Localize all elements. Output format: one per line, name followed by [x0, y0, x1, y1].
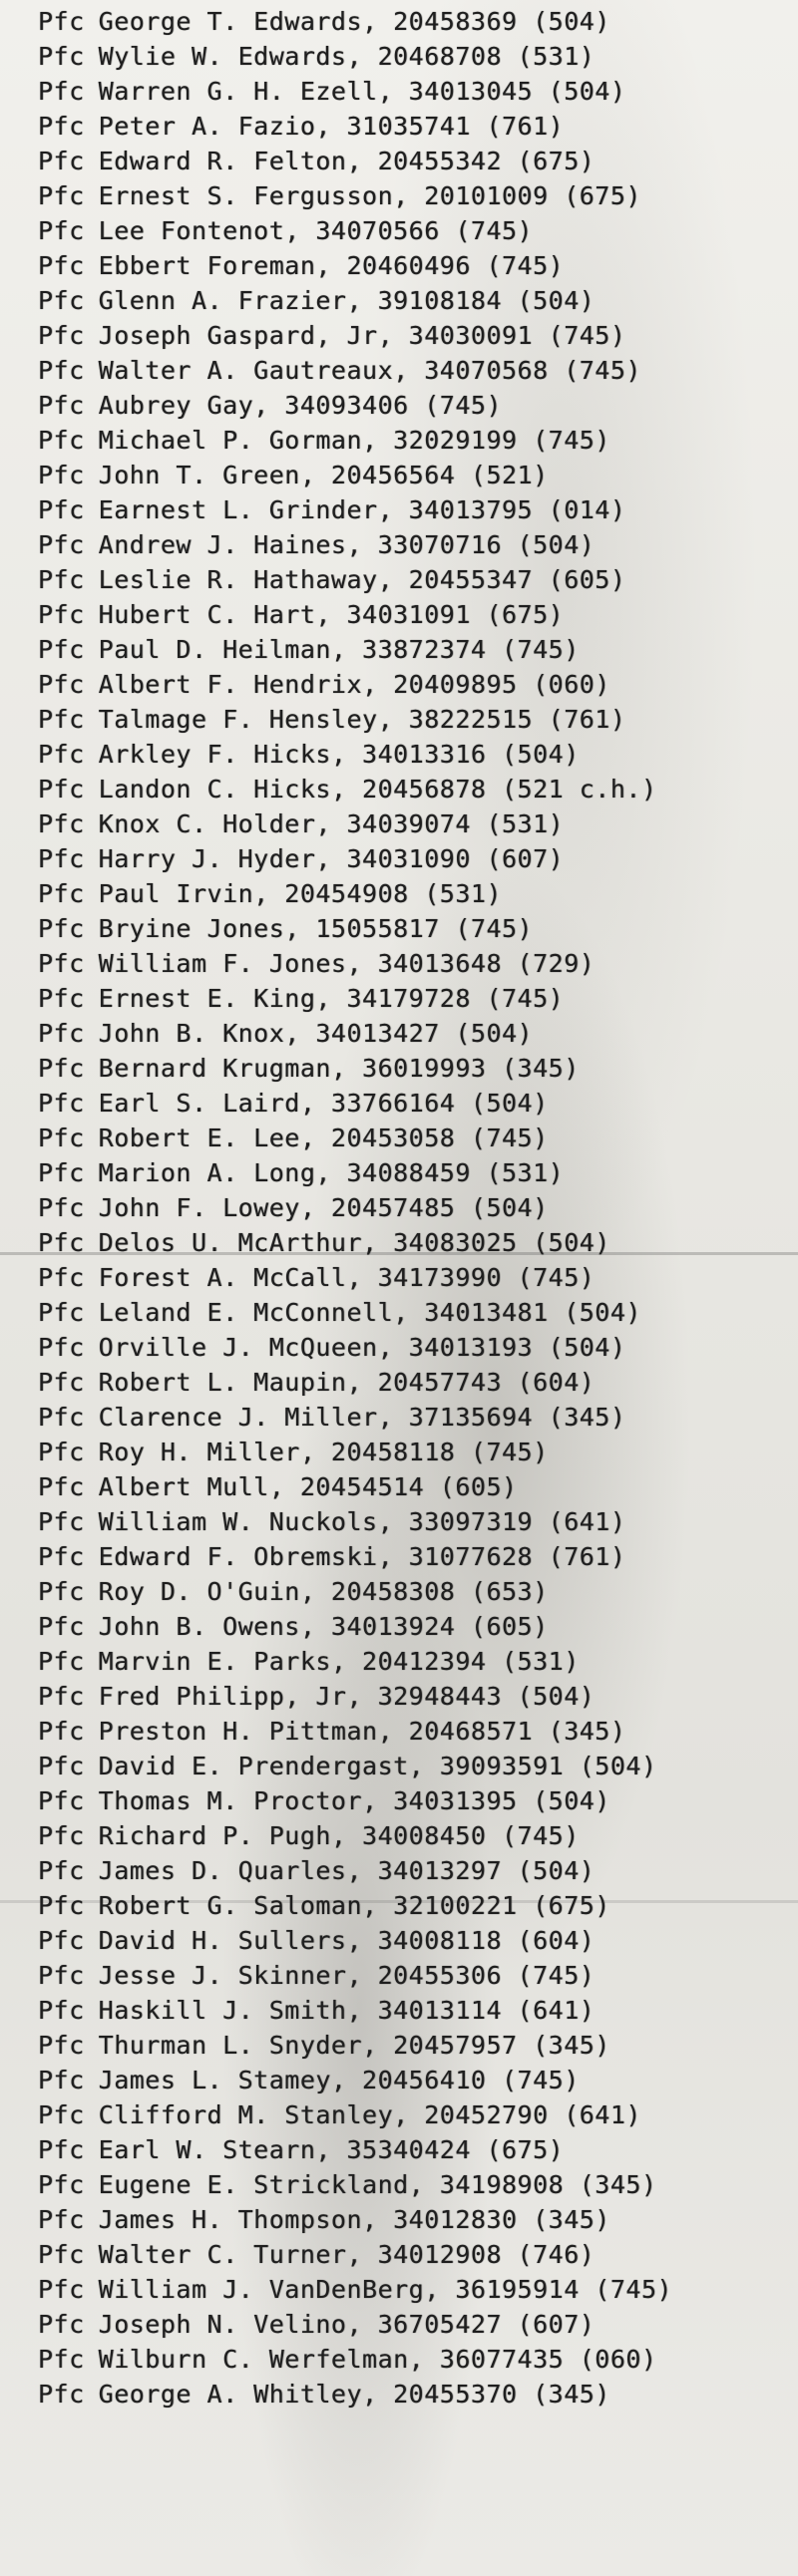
entry-rank: Pfc [38, 1961, 85, 1990]
entry-name-serial-unit: Roy D. O'Guin, 20458308 (653) [98, 1577, 549, 1606]
entry-name-serial-unit: Hubert C. Hart, 34031091 (675) [98, 600, 565, 629]
roster-entry [38, 2342, 796, 2377]
roster-entry [38, 737, 796, 772]
entry-rank: Pfc [38, 42, 85, 71]
roster-list [38, 4, 796, 2412]
roster-entry [38, 597, 796, 632]
roster-entry [38, 1190, 796, 1225]
entry-name-serial-unit: Eugene E. Strickland, 34198908 (345) [98, 2170, 657, 2199]
roster-entry [38, 1260, 796, 1295]
roster-entry [38, 1539, 796, 1574]
roster-entry [38, 2272, 796, 2307]
entry-name-serial-unit: Walter A. Gautreaux, 34070568 (745) [98, 356, 641, 385]
entry-name-serial-unit: Wilburn C. Werfelman, 36077435 (060) [98, 2345, 657, 2374]
entry-name-serial-unit: Warren G. H. Ezell, 34013045 (504) [98, 77, 626, 106]
entry-name-serial-unit: George A. Whitley, 20455370 (345) [98, 2380, 610, 2409]
entry-name-serial-unit: Bryine Jones, 15055817 (745) [98, 914, 534, 943]
entry-rank: Pfc [38, 2205, 85, 2234]
entry-name-serial-unit: Andrew J. Haines, 33070716 (504) [98, 530, 596, 559]
entry-rank: Pfc [38, 565, 85, 594]
entry-rank: Pfc [38, 2066, 85, 2094]
entry-name-serial-unit: Joseph Gaspard, Jr, 34030091 (745) [98, 321, 626, 350]
entry-name-serial-unit: William W. Nuckols, 33097319 (641) [98, 1507, 626, 1536]
entry-name-serial-unit: Joseph N. Velino, 36705427 (607) [98, 2310, 596, 2339]
entry-rank: Pfc [38, 2380, 85, 2409]
entry-rank: Pfc [38, 949, 85, 978]
roster-entry [38, 2202, 796, 2237]
entry-rank: Pfc [38, 1089, 85, 1118]
entry-name-serial-unit: Michael P. Gorman, 32029199 (745) [98, 426, 610, 455]
roster-entry [38, 1225, 796, 1260]
entry-rank: Pfc [38, 1682, 85, 1711]
entry-name-serial-unit: Robert G. Saloman, 32100221 (675) [98, 1891, 610, 1920]
entry-name-serial-unit: George T. Edwards, 20458369 (504) [98, 7, 610, 36]
roster-entry [38, 283, 796, 318]
entry-name-serial-unit: Earl S. Laird, 33766164 (504) [98, 1089, 549, 1118]
entry-name-serial-unit: John F. Lowey, 20457485 (504) [98, 1193, 549, 1222]
entry-name-serial-unit: Leslie R. Hathaway, 20455347 (605) [98, 565, 626, 594]
entry-rank: Pfc [38, 286, 85, 315]
entry-rank: Pfc [38, 1124, 85, 1152]
roster-entry [38, 2237, 796, 2272]
roster-entry [38, 74, 796, 109]
roster-entry [38, 562, 796, 597]
entry-rank: Pfc [38, 1193, 85, 1222]
entry-name-serial-unit: Ernest S. Fergusson, 20101009 (675) [98, 181, 641, 210]
entry-name-serial-unit: Richard P. Pugh, 34008450 (745) [98, 1821, 580, 1850]
entry-name-serial-unit: Clarence J. Miller, 37135694 (345) [98, 1403, 626, 1432]
roster-entry [38, 423, 796, 458]
roster-entry [38, 1295, 796, 1330]
entry-rank: Pfc [38, 1368, 85, 1397]
roster-entry [38, 772, 796, 806]
roster-entry [38, 1923, 796, 1958]
roster-entry [38, 353, 796, 388]
entry-name-serial-unit: John B. Owens, 34013924 (605) [98, 1612, 549, 1641]
roster-entry [38, 2132, 796, 2167]
entry-rank: Pfc [38, 1019, 85, 1048]
entry-name-serial-unit: Earnest L. Grinder, 34013795 (014) [98, 495, 626, 524]
entry-name-serial-unit: Peter A. Fazio, 31035741 (761) [98, 112, 565, 141]
roster-entry [38, 2028, 796, 2063]
entry-rank: Pfc [38, 844, 85, 873]
roster-entry [38, 1504, 796, 1539]
roster-entry [38, 458, 796, 492]
entry-rank: Pfc [38, 1717, 85, 1746]
entry-rank: Pfc [38, 2135, 85, 2164]
roster-entry [38, 1888, 796, 1923]
roster-entry [38, 667, 796, 702]
entry-name-serial-unit: Orville J. McQueen, 34013193 (504) [98, 1333, 626, 1362]
entry-rank: Pfc [38, 740, 85, 769]
entry-rank: Pfc [38, 809, 85, 838]
roster-entry [38, 806, 796, 841]
entry-rank: Pfc [38, 984, 85, 1013]
entry-rank: Pfc [38, 2240, 85, 2269]
entry-rank: Pfc [38, 356, 85, 385]
roster-entry [38, 4, 796, 39]
entry-name-serial-unit: Arkley F. Hicks, 34013316 (504) [98, 740, 580, 769]
roster-entry [38, 248, 796, 283]
entry-name-serial-unit: Edward F. Obremski, 31077628 (761) [98, 1542, 626, 1571]
roster-entry [38, 1435, 796, 1469]
entry-rank: Pfc [38, 530, 85, 559]
roster-entry [38, 492, 796, 527]
roster-entry [38, 109, 796, 144]
entry-rank: Pfc [38, 1647, 85, 1676]
entry-rank: Pfc [38, 1996, 85, 2025]
entry-name-serial-unit: James D. Quarles, 34013297 (504) [98, 1856, 596, 1885]
entry-name-serial-unit: Thomas M. Proctor, 34031395 (504) [98, 1786, 610, 1815]
entry-rank: Pfc [38, 1821, 85, 1850]
roster-entry [38, 1086, 796, 1121]
entry-name-serial-unit: Ernest E. King, 34179728 (745) [98, 984, 565, 1013]
entry-name-serial-unit: Harry J. Hyder, 34031090 (607) [98, 844, 565, 873]
entry-name-serial-unit: Earl W. Stearn, 35340424 (675) [98, 2135, 565, 2164]
roster-entry [38, 1016, 796, 1051]
roster-entry [38, 1121, 796, 1155]
entry-rank: Pfc [38, 7, 85, 36]
entry-name-serial-unit: Fred Philipp, Jr, 32948443 (504) [98, 1682, 596, 1711]
entry-rank: Pfc [38, 181, 85, 210]
entry-rank: Pfc [38, 112, 85, 141]
entry-rank: Pfc [38, 635, 85, 664]
entry-name-serial-unit: Ebbert Foreman, 20460496 (745) [98, 251, 565, 280]
entry-rank: Pfc [38, 705, 85, 734]
entry-rank: Pfc [38, 1612, 85, 1641]
roster-entry [38, 1818, 796, 1853]
entry-name-serial-unit: Roy H. Miller, 20458118 (745) [98, 1438, 549, 1466]
entry-name-serial-unit: John T. Green, 20456564 (521) [98, 461, 549, 489]
entry-rank: Pfc [38, 1507, 85, 1536]
entry-rank: Pfc [38, 1577, 85, 1606]
entry-name-serial-unit: Forest A. McCall, 34173990 (745) [98, 1263, 596, 1292]
roster-entry [38, 1609, 796, 1644]
roster-entry [38, 318, 796, 353]
roster-entry [38, 1330, 796, 1365]
roster-entry [38, 1783, 796, 1818]
entry-rank: Pfc [38, 147, 85, 175]
entry-name-serial-unit: William J. VanDenBerg, 36195914 (745) [98, 2275, 673, 2304]
entry-name-serial-unit: Wylie W. Edwards, 20468708 (531) [98, 42, 596, 71]
entry-name-serial-unit: Edward R. Felton, 20455342 (675) [98, 147, 596, 175]
roster-entry [38, 1714, 796, 1749]
entry-rank: Pfc [38, 1333, 85, 1362]
entry-rank: Pfc [38, 1752, 85, 1780]
entry-rank: Pfc [38, 1891, 85, 1920]
roster-entry [38, 1679, 796, 1714]
entry-rank: Pfc [38, 1228, 85, 1257]
entry-rank: Pfc [38, 2170, 85, 2199]
entry-name-serial-unit: Marvin E. Parks, 20412394 (531) [98, 1647, 580, 1676]
roster-entry [38, 178, 796, 213]
entry-name-serial-unit: Bernard Krugman, 36019993 (345) [98, 1054, 580, 1083]
roster-entry [38, 1853, 796, 1888]
entry-name-serial-unit: Aubrey Gay, 34093406 (745) [98, 391, 502, 420]
entry-name-serial-unit: Walter C. Turner, 34012908 (746) [98, 2240, 596, 2269]
entry-rank: Pfc [38, 1054, 85, 1083]
roster-entry [38, 702, 796, 737]
roster-entry [38, 39, 796, 74]
roster-entry [38, 1993, 796, 2028]
entry-name-serial-unit: Glenn A. Frazier, 39108184 (504) [98, 286, 596, 315]
roster-entry [38, 2167, 796, 2202]
roster-entry [38, 1051, 796, 1086]
entry-rank: Pfc [38, 391, 85, 420]
entry-name-serial-unit: Thurman L. Snyder, 20457957 (345) [98, 2031, 610, 2060]
roster-entry [38, 2063, 796, 2097]
roster-entry [38, 632, 796, 667]
entry-name-serial-unit: Talmage F. Hensley, 38222515 (761) [98, 705, 626, 734]
entry-rank: Pfc [38, 879, 85, 908]
entry-name-serial-unit: Knox C. Holder, 34039074 (531) [98, 809, 565, 838]
entry-name-serial-unit: James H. Thompson, 34012830 (345) [98, 2205, 610, 2234]
entry-rank: Pfc [38, 1786, 85, 1815]
entry-rank: Pfc [38, 1158, 85, 1187]
entry-rank: Pfc [38, 1542, 85, 1571]
entry-rank: Pfc [38, 426, 85, 455]
roster-entry [38, 2097, 796, 2132]
entry-rank: Pfc [38, 1856, 85, 1885]
roster-entry [38, 981, 796, 1016]
roster-entry [38, 1155, 796, 1190]
roster-entry [38, 1644, 796, 1679]
roster-entry [38, 144, 796, 178]
entry-rank: Pfc [38, 914, 85, 943]
entry-name-serial-unit: Robert E. Lee, 20453058 (745) [98, 1124, 549, 1152]
roster-entry [38, 1749, 796, 1783]
entry-rank: Pfc [38, 1472, 85, 1501]
roster-entry [38, 527, 796, 562]
entry-rank: Pfc [38, 495, 85, 524]
entry-rank: Pfc [38, 77, 85, 106]
roster-entry [38, 876, 796, 911]
roster-entry [38, 1958, 796, 1993]
entry-name-serial-unit: Landon C. Hicks, 20456878 (521 c.h.) [98, 775, 657, 804]
entry-name-serial-unit: James L. Stamey, 20456410 (745) [98, 2066, 580, 2094]
entry-name-serial-unit: Leland E. McConnell, 34013481 (504) [98, 1298, 641, 1327]
entry-rank: Pfc [38, 251, 85, 280]
entry-name-serial-unit: David E. Prendergast, 39093591 (504) [98, 1752, 657, 1780]
entry-name-serial-unit: Delos U. McArthur, 34083025 (504) [98, 1228, 610, 1257]
entry-name-serial-unit: William F. Jones, 34013648 (729) [98, 949, 596, 978]
entry-rank: Pfc [38, 461, 85, 489]
roster-entry [38, 841, 796, 876]
roster-entry [38, 2377, 796, 2412]
entry-rank: Pfc [38, 1926, 85, 1955]
entry-name-serial-unit: David H. Sullers, 34008118 (604) [98, 1926, 596, 1955]
entry-rank: Pfc [38, 670, 85, 699]
entry-rank: Pfc [38, 1263, 85, 1292]
entry-name-serial-unit: Haskill J. Smith, 34013114 (641) [98, 1996, 596, 2025]
entry-name-serial-unit: Jesse J. Skinner, 20455306 (745) [98, 1961, 596, 1990]
roster-entry [38, 2307, 796, 2342]
roster-entry [38, 911, 796, 946]
entry-name-serial-unit: Marion A. Long, 34088459 (531) [98, 1158, 565, 1187]
entry-rank: Pfc [38, 2275, 85, 2304]
entry-name-serial-unit: Preston H. Pittman, 20468571 (345) [98, 1717, 626, 1746]
entry-name-serial-unit: Albert F. Hendrix, 20409895 (060) [98, 670, 610, 699]
roster-entry [38, 1469, 796, 1504]
entry-name-serial-unit: Albert Mull, 20454514 (605) [98, 1472, 518, 1501]
roster-entry [38, 213, 796, 248]
entry-rank: Pfc [38, 216, 85, 245]
roster-entry [38, 1574, 796, 1609]
entry-name-serial-unit: Paul Irvin, 20454908 (531) [98, 879, 502, 908]
entry-rank: Pfc [38, 321, 85, 350]
entry-rank: Pfc [38, 2031, 85, 2060]
entry-rank: Pfc [38, 2310, 85, 2339]
roster-entry [38, 1400, 796, 1435]
entry-name-serial-unit: Clifford M. Stanley, 20452790 (641) [98, 2100, 641, 2129]
roster-entry [38, 1365, 796, 1400]
entry-rank: Pfc [38, 2100, 85, 2129]
entry-rank: Pfc [38, 1438, 85, 1466]
entry-name-serial-unit: Robert L. Maupin, 20457743 (604) [98, 1368, 596, 1397]
entry-rank: Pfc [38, 600, 85, 629]
roster-entry [38, 388, 796, 423]
entry-name-serial-unit: Paul D. Heilman, 33872374 (745) [98, 635, 580, 664]
entry-name-serial-unit: John B. Knox, 34013427 (504) [98, 1019, 534, 1048]
entry-rank: Pfc [38, 1298, 85, 1327]
entry-rank: Pfc [38, 2345, 85, 2374]
entry-rank: Pfc [38, 1403, 85, 1432]
entry-name-serial-unit: Lee Fontenot, 34070566 (745) [98, 216, 534, 245]
roster-entry [38, 946, 796, 981]
entry-rank: Pfc [38, 775, 85, 804]
